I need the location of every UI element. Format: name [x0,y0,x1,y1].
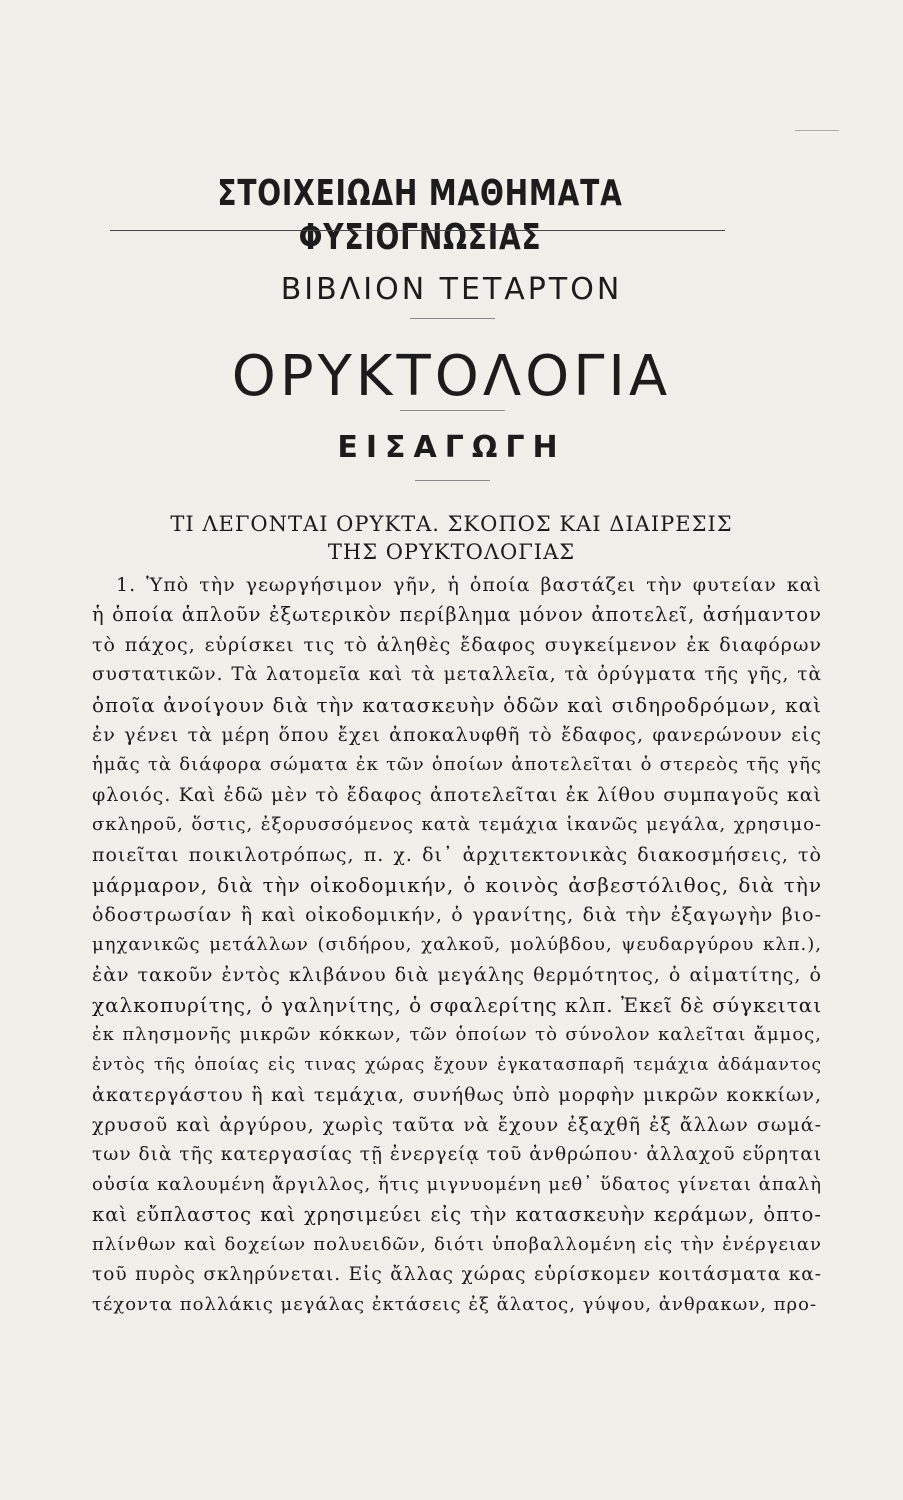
text-line: ποιεῖται ποικιλοτρόπως, π. χ. δι᾽ ἀρχιτεκτονικὰς διακοσμήσεις, τὸ [92,844,822,866]
text-line: ἐν γένει τὰ μέρη ὅπου ἔχει ἀποκαλυφθῆ τὸ ἔδαφος, φανερώνουν εἰς [92,724,822,746]
text-line: φλοιός. Καὶ ἐδῶ μὲν τὸ ἔδαφος ἀποτελεῖται ἐκ λίθου συμπαγοῦς καὶ [92,784,822,806]
text-line: καὶ εὔπλαστος καὶ χρησιμεύει εἰς τὴν κατασκευὴν κεράμων, ὀπτο- [92,1203,822,1226]
series-underline [110,230,725,231]
text-line: σκληροῦ, ὅστις, ἐξορυσσόμενος κατὰ τεμάχια ἱκανῶς μεγάλα, χρησιμο- [92,814,822,835]
text-line: ἀκατεργάστου ἢ καὶ τεμάχια, συνήθως ὑπὸ μορφὴν μικρῶν κοκκίων, [92,1084,822,1106]
text-line: συστατικῶν. Τὰ λατομεῖα καὶ τὰ μεταλλεῖα, τὰ ὀρύγματα τῆς γῆς, τὰ [92,664,822,685]
book-title: ΒΙΒΛΙΟΝ ΤΕΤΑΡΤΟΝ [280,272,623,307]
text-line: τὸ πάχος, εὑρίσκει τις τὸ ἀληθὲς ἔδαφος συγκείμενον ἐκ διαφόρων [92,634,822,656]
intro-title: ΕΙΣΑΓΩΓΗ [337,430,566,465]
text-line: ὁδοστρωσίαν ἢ καὶ οἰκοδομικήν, ὁ γρανίτης, διὰ τὴν ἐξαγωγὴν βιο- [92,904,822,926]
text-line: τοῦ πυρὸς σκληρύνεται. Εἰς ἄλλας χώρας εὑρίσκομεν κοιτάσματα κα- [92,1264,822,1285]
text-line: ἐντὸς τῆς ὁποίας εἰς τινας χώρας ἔχουν ἐγκατασπαρῆ τεμάχια ἀδάμαντος [92,1055,822,1075]
divider [400,410,505,411]
section-heading [0,510,903,566]
text-line: πλίνθων καὶ δοχείων πολυειδῶν, διότι ὑποβαλλομένη εἰς τὴν ἐνέργειαν [92,1234,822,1255]
text-line: ὁποῖα ἀνοίγουν διὰ τὴν κατασκευὴν ὁδῶν καὶ σιδηροδρόμων, καὶ [92,693,822,717]
divider [415,480,490,481]
text-line: χρυσοῦ καὶ ἀργύρου, χωρὶς ταῦτα νὰ ἔχουν ἐξαχθῆ ἐξ ἄλλων σωμά- [92,1114,822,1136]
divider [410,318,495,319]
text-line: μηχανικῶς μετάλλων (σιδήρου, χαλκοῦ, μολύβδου, ψευδαργύρου κλπ.), [92,934,822,955]
series-title: ΣΤΟΙΧΕΙΩΔΗ ΜΑΘΗΜΑΤΑ ΦΥΣΙΟΓΝΩΣΙΑΣ [217,173,623,258]
text-line: ἐὰν τακοῦν ἐντὸς κλιβάνου διὰ μεγάλης θερμότητος, ὁ αἱματίτης, ὁ [92,964,822,986]
text-line: τέχοντα πολλάκις μεγάλας ἐκτάσεις ἐξ ἅλατος, γύψου, ἀνθρακων, προ- [92,1294,818,1315]
page-mark [795,130,839,139]
text-line: μάρμαρον, διὰ τὴν οἰκοδομικήν, ὁ κοινὸς ἀσβεστόλιθος, διὰ τὴν [92,873,822,897]
main-title: ΟΡΥΚΤΟΛΟΓΙΑ [231,344,672,409]
text-line: ἡμᾶς τὰ διάφορα σώματα ἐκ τῶν ὁποίων ἀποτελεῖται ὁ στερεὸς τῆς γῆς [92,754,822,775]
text-line: οὐσία καλουμένη ἄργιλλος, ἥτις μιγνυομένη μεθ᾽ ὕδατος γίνεται ἁπαλὴ [92,1174,822,1195]
section-heading-line: ΤΙ ΛΕΓΟΝΤΑΙ ΟΡΥΚΤΑ. ΣΚΟΠΟΣ ΚΑΙ ΔΙΑΙΡΕΣΙΣ [170,512,733,536]
body-paragraph [92,570,822,1320]
text-line: 1. Ὑπὸ τὴν γεωργήσιμον γῆν, ἡ ὁποία βαστάζει τὴν φυτείαν καὶ [116,574,822,596]
text-line: των διὰ τῆς κατεργασίας τῇ ἐνεργείᾳ τοῦ ἀνθρώπου· ἀλλαχοῦ εὕρηται [92,1144,823,1165]
text-line: ἡ ὁποία ἁπλοῦν ἐξωτερικὸν περίβλημα μόνον ἀποτελεῖ, ἀσήμαντον [92,603,822,626]
text-line: χαλκοπυρίτης, ὁ γαληνίτης, ὁ σφαλερίτης κλπ. Ἐκεῖ δὲ σύγκειται [92,993,823,1017]
section-heading-line: ΤΗΣ ΟΡΥΚΤΟΛΟΓΙΑΣ [327,540,576,564]
text-line: ἐκ πλησμονῆς μικρῶν κόκκων, τῶν ὁποίων τὸ σύνολον καλεῖται ἄμμος, [92,1024,822,1045]
